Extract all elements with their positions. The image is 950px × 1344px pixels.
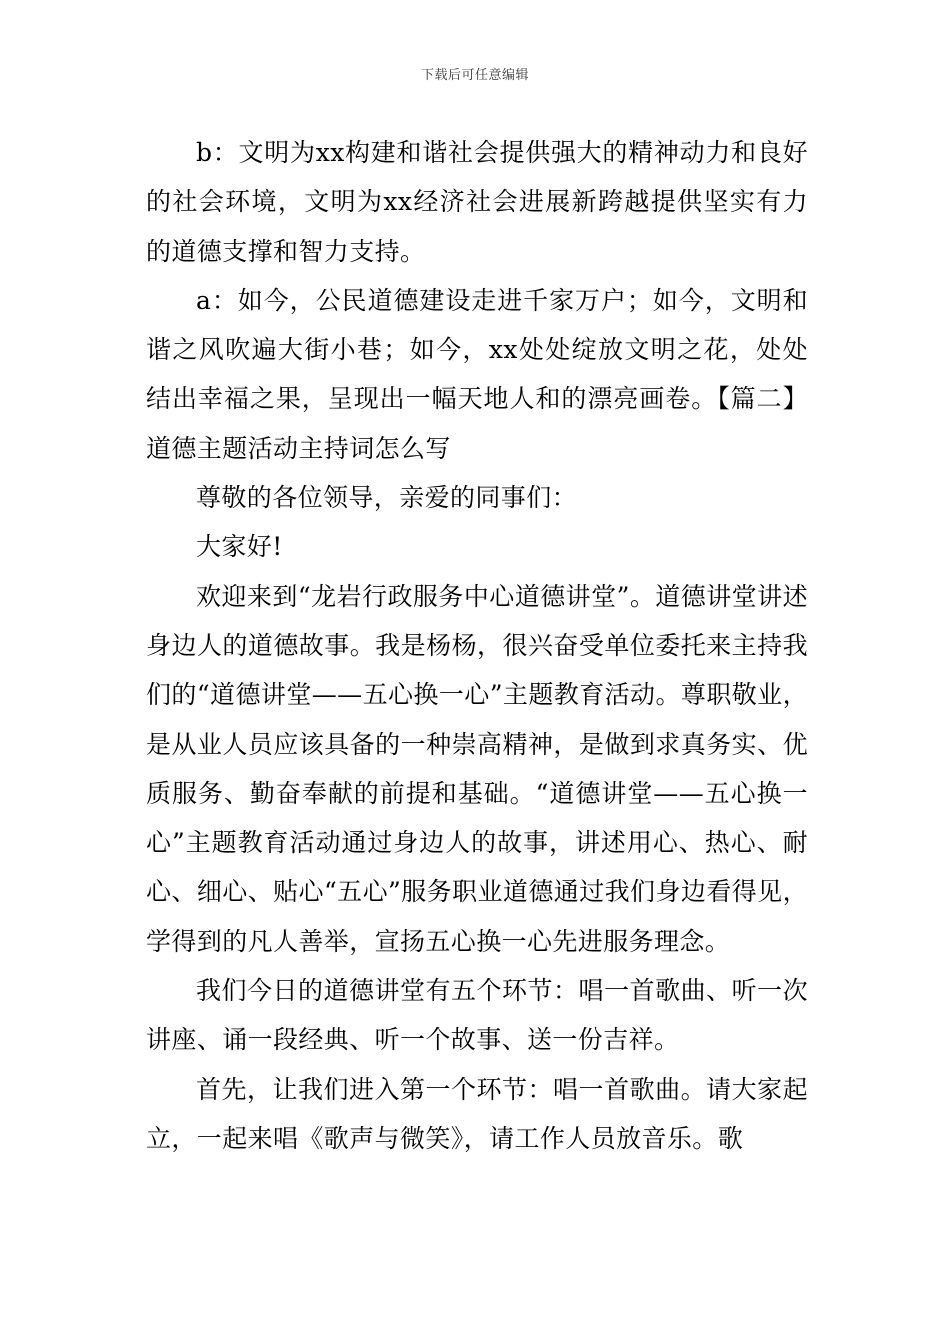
- paragraph-2: a：如今，公民道德建设走进千家万户；如今，文明和谐之风吹遍大街小巷；如今，xx处处绽放文明之花，处处结出幸福之果，呈现出一幅天地人和的漂亮画卷。【篇二】道德主题活动主持词怎么写: [146, 285, 808, 463]
- document-body: [146, 128, 808, 1163]
- paragraph-6: 我们今日的道德讲堂有五个环节：唱一首歌曲、听一次讲座、诵一段经典、听一个故事、送一份吉祥。: [146, 976, 808, 1055]
- paragraph-7: 首先，让我们进入第一个环节：唱一首歌曲。请大家起立，一起来唱《歌声与微笑》，请工作人员放音乐。歌: [146, 1074, 808, 1153]
- paragraph-5: 欢迎来到“龙岩行政服务中心道德讲堂”。道德讲堂讲述身边人的道德故事。我是杨杨，很兴奋受单位委托来主持我们的“道德讲堂——五心换一心”主题教育活动。尊职敬业，是从业人员应该具备的一种崇高精神，是做到求真务实、优质服务、勤奋奉献的前提和基础。“道德讲堂——五心换一心”主题教育活动通过身边人的故事，讲述用心、热心、耐心、细心、贴心“五心”服务职业道德通过我们身边看得见，学得到的凡人善举，宣扬五心换一心先进服务理念。: [146, 581, 808, 956]
- page-header: 下载后可任意编辑: [420, 68, 529, 83]
- paragraph-3: 尊敬的各位领导，亲爱的同事们：: [196, 483, 578, 513]
- paragraph-1: b：文明为xx构建和谐社会提供强大的精神动力和良好的社会环境，文明为xx经济社会进展新跨越提供坚实有力的道德支撑和智力支持。: [146, 138, 808, 266]
- paragraph-4: 大家好!: [196, 532, 283, 562]
